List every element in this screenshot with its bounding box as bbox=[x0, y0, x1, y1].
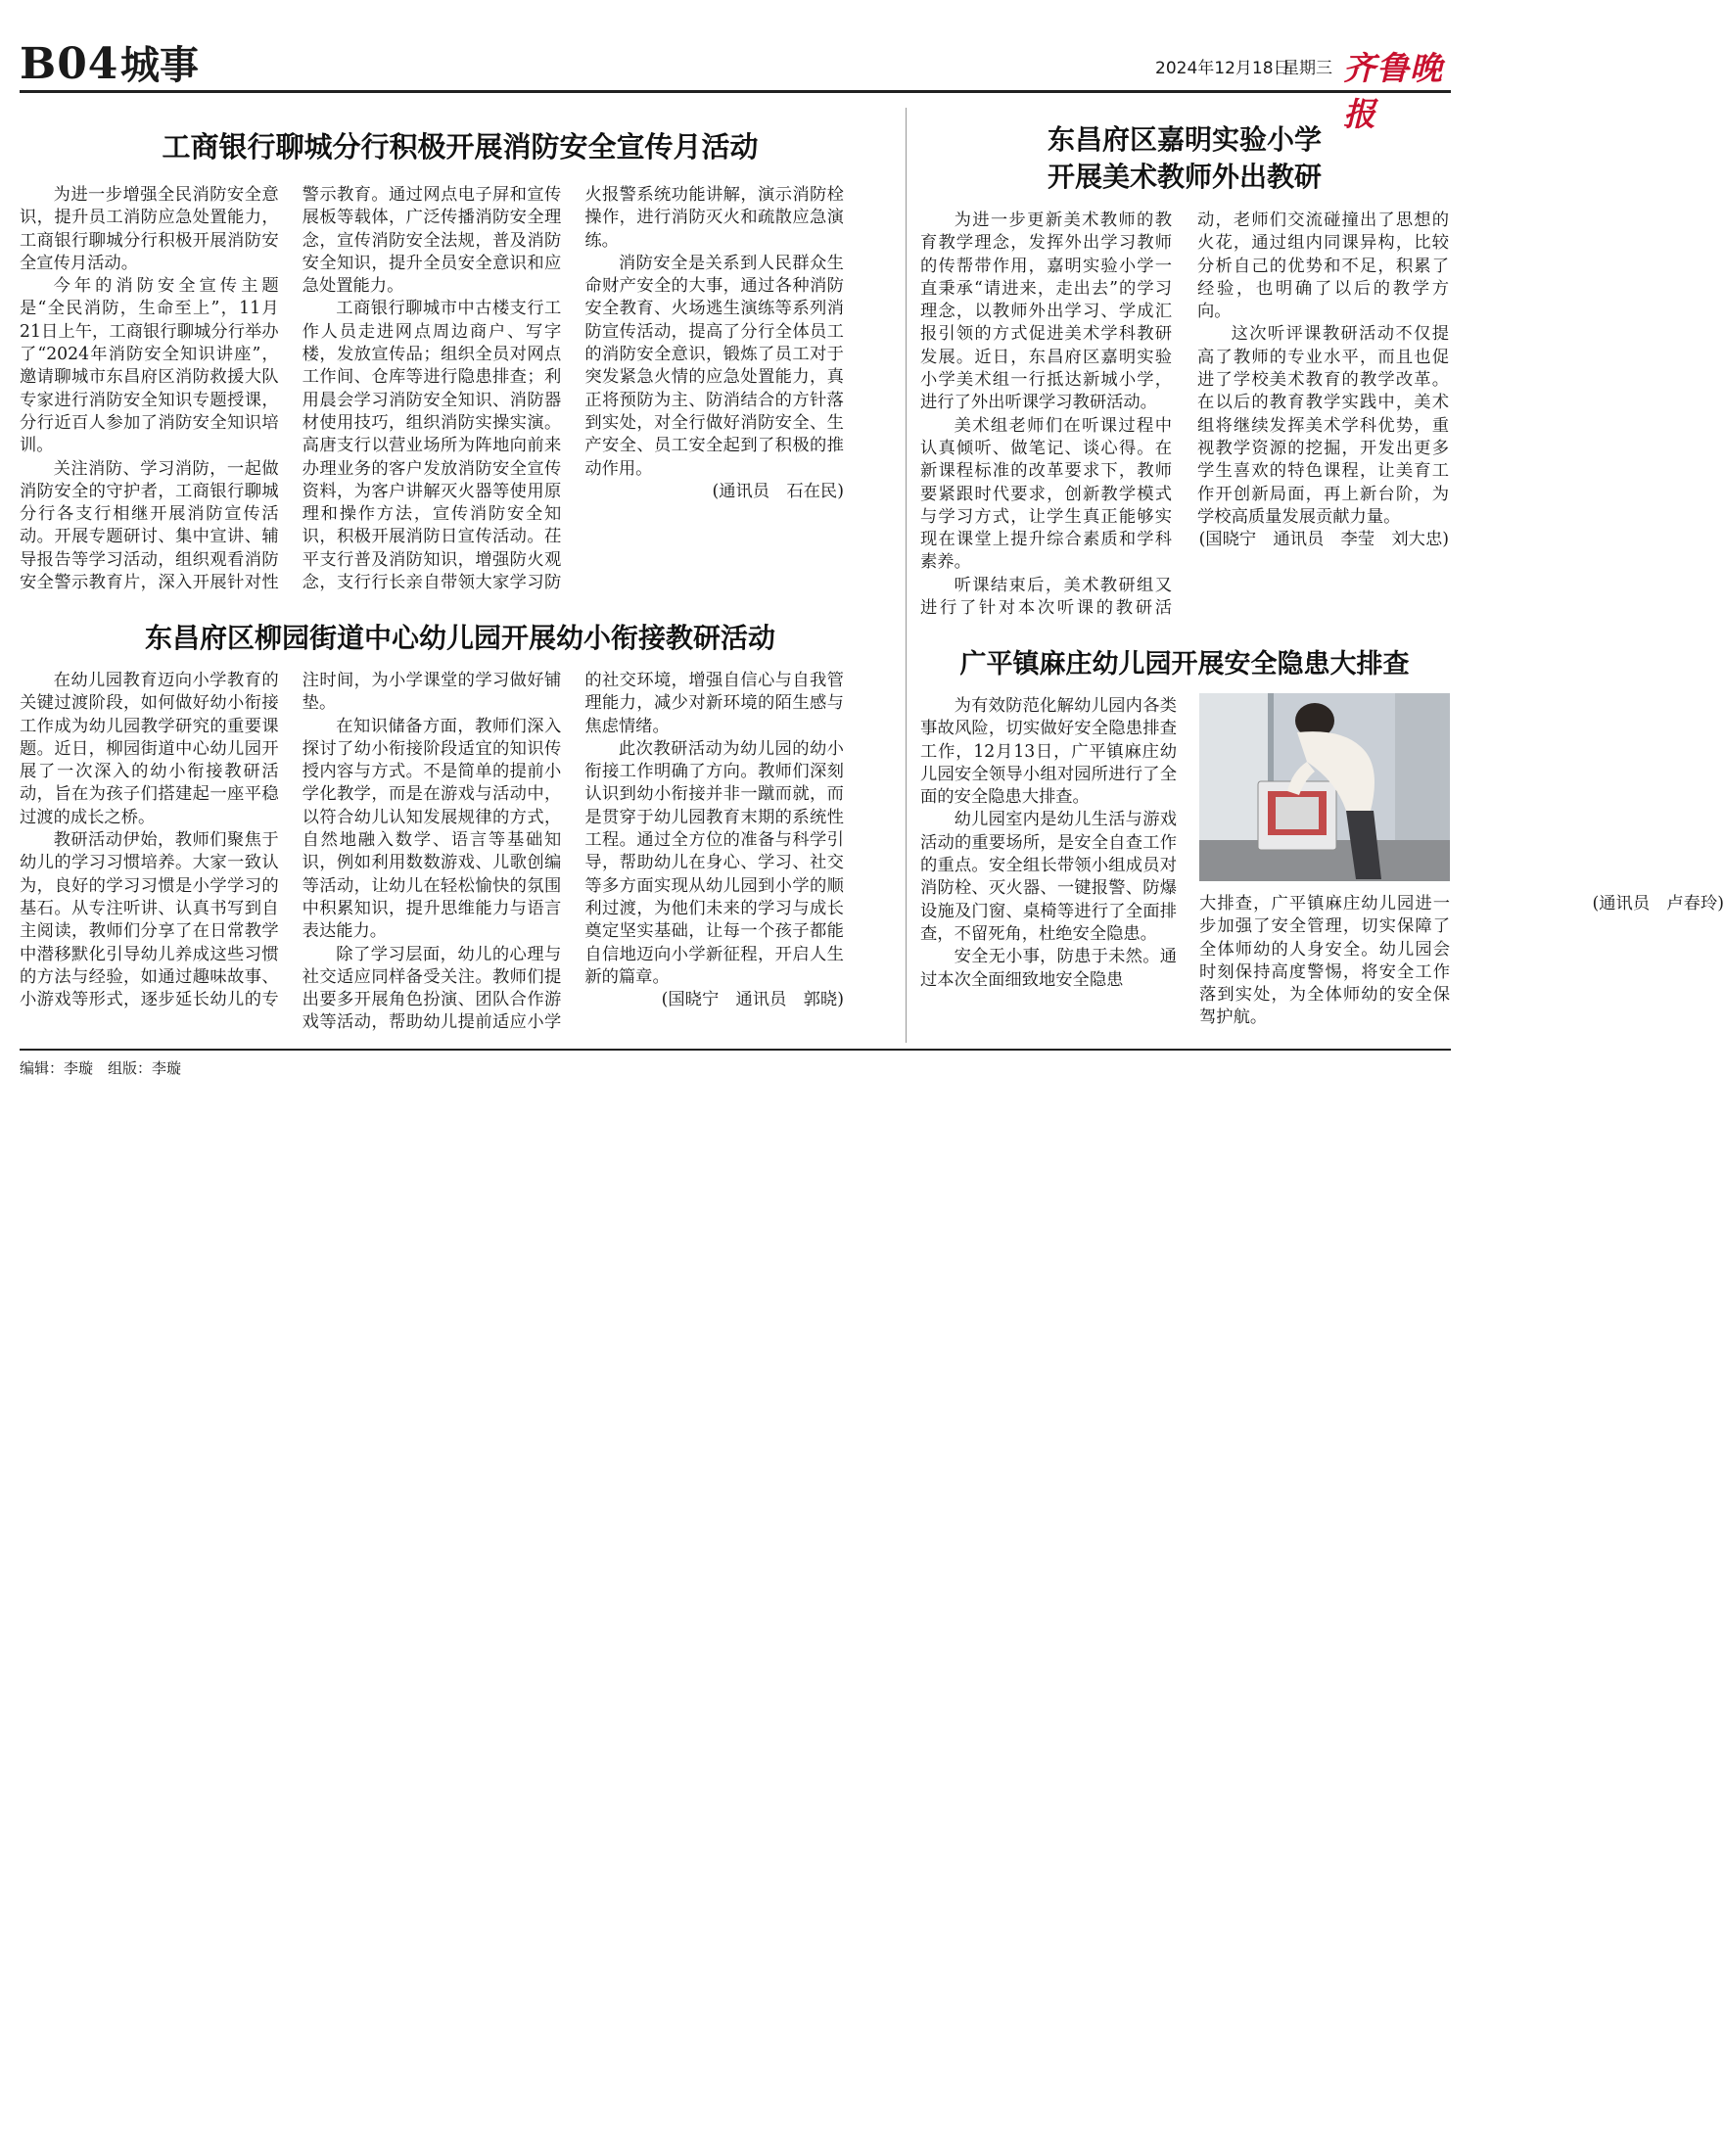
issue-weekday: 星期三 bbox=[1282, 59, 1332, 78]
paragraph: 关注消防、学习消防，一起做消防安全的守护者，工商银行聊城分行各支行相继开展消防宣传活动。开展专题研讨、集中宣讲、辅导报告等学习活动，组织观看消防安全警示教育片，深入开展针对性警示教育。通过网点电子屏和宣传展板等载体，广泛传播消防安全理念，宣传消防安全法规，普及消防安全知识，提升全员安全意识和应急处置能力。 bbox=[20, 185, 562, 593]
byline: (国晓宁 通讯员 郭晓) bbox=[661, 990, 844, 1010]
paragraph: 为进一步更新美术教师的教育教学理念，发挥外出学习教师的传帮带作用，嘉明实验小学一直秉承“请进来，走出去”的学习理念，以教师外出学习、学成汇报引领的方式促进美术学科教研发展。近日，东昌府区嘉明实验小学美术组一行抵达新城小学，进行了外出听课学习教研活动。 bbox=[920, 211, 1172, 413]
page-number: B04 bbox=[20, 39, 119, 89]
article-4-title: 广平镇麻庄幼儿园开展安全隐患大排查 bbox=[959, 649, 1410, 680]
article-1-title: 工商银行聊城分行积极开展消防安全宣传月活动 bbox=[162, 130, 759, 164]
paragraph: 在知识储备方面，教师们深入探讨了幼小衔接阶段适宜的知识传授内容与方式。不是简单的提前小学化教学，而是在游戏与活动中，以符合幼儿认知发展规律的方式，自然地融入数学、语言等基础知识，例如利用数数游戏、儿歌创编等活动，让幼儿在轻松愉快的氛围中积累知识，提升思维能力与语言表达能力。 bbox=[302, 716, 562, 942]
paragraph: 为进一步增强全民消防安全意识，提升员工消防应急处置能力，工商银行聊城分行积极开展消防安全宣传月活动。 bbox=[20, 185, 279, 273]
paragraph: 除了学习层面，幼儿的心理与社交适应同样备受关注。教师们提出要多开展角色扮演、团队合作游戏等活动，帮助幼儿提前适应小学的社交环境，增强自信心与自我管理能力，减少对新环境的陌生感与焦虑情绪。 bbox=[302, 671, 844, 1033]
article-4-body-left bbox=[920, 695, 1177, 1043]
section-name: 城事 bbox=[120, 42, 199, 88]
inspection-photo-illustration bbox=[1199, 693, 1450, 881]
paragraph: 教研活动伊始，教师们聚焦于幼儿的学习习惯培养。大家一致认为，良好的学习习惯是小学学习的基石。从专注听讲、认真书写到自主阅读，教师们分享了在日常教学中潜移默化引导幼儿养成这些习惯的方法与经验，如通过趣味故事、小游戏等形式，逐步延长幼儿的专注时间，为小学课堂的学习做好铺垫。 bbox=[20, 671, 562, 1010]
article-3-title-line-1: 东昌府区嘉明实验小学 bbox=[1047, 123, 1322, 156]
article-3-body bbox=[920, 210, 1449, 626]
inspection-photo bbox=[1199, 693, 1450, 881]
article-1-body bbox=[20, 184, 844, 605]
paragraph: 美术组老师们在听课过程中认真倾听、做笔记、谈心得。在新课程标准的改革要求下，教师要紧跟时代要求，创新教学模式与学习方式，让学生真正能够实现在课堂上提升综合素质和学科素养。 bbox=[920, 415, 1172, 573]
paragraph: 此次教研活动为幼儿园的幼小衔接工作明确了方向。教师们深刻认识到幼小衔接并非一蹴而就，而是贯穿于幼儿园教育末期的系统性工程。通过全方位的准备与科学引导，帮助幼儿在身心、学习、社交等多方面实现从幼儿园到小学的顺利过渡，为他们未来的学习与成长奠定坚实基础，让每一个孩子都能自信地迈向小学新征程，开启人生新的篇章。 bbox=[584, 738, 844, 987]
header-rule bbox=[20, 90, 1451, 93]
byline: (通讯员 石在民) bbox=[712, 481, 844, 501]
newspaper-logo: 齐鲁晚报 bbox=[1343, 49, 1443, 133]
article-3-title-line-2: 开展美术教师外出教研 bbox=[1047, 161, 1322, 193]
editor-credit: 编辑：李璇 组版：李璇 bbox=[20, 1059, 182, 1077]
paragraph: 工商银行聊城市中古楼支行工作人员走进网点周边商户、写字楼，发放宣传品；组织全员对网点工作间、仓库等进行隐患排查；利用晨会学习消防安全知识、消防器材使用技巧，组织消防实操实演。高唐支行以营业场所为阵地向前来办理业务的客户发放消防安全宣传资料，为客户讲解灭火器等使用原理和操作方法，宣传消防安全知识，积极开展消防日宣传活动。茌平支行普及消防知识，增强防火观念，支行行长亲自带领大家学习防火报警系统功能讲解，演示消防栓操作，进行消防灭火和疏散应急演练。 bbox=[302, 185, 844, 593]
paragraph: 今年的消防安全宣传主题是“全民消防，生命至上”，11月21日上午，工商银行聊城分行举办了“2024年消防安全知识讲座”，邀请聊城市东昌府区消防救援大队专家进行消防安全知识专题授课，分行近百人参加了消防安全知识培训。 bbox=[20, 276, 279, 456]
issue-date: 2024年12月18日 bbox=[1155, 59, 1290, 78]
byline: (通讯员 卢春玲) bbox=[1592, 894, 1724, 914]
paragraph: 为有效防范化解幼儿园内各类事故风险，切实做好安全隐患排查工作，12月13日，广平镇麻庄幼儿园安全领导小组对园所进行了全面的安全隐患大排查。 bbox=[920, 696, 1177, 808]
column-divider bbox=[906, 108, 907, 1043]
paragraph: 消防安全是关系到人民群众生命财产安全的大事，通过各种消防安全教育、火场逃生演练等系列消防宣传活动，提高了分行全体员工的消防安全意识，锻炼了员工对于突发紧急火情的应急处置能力，真正将预防为主、防消结合的方针落到实处，对全行做好消防安全、生产安全、员工安全起到了积极的推动作用。 bbox=[584, 253, 844, 479]
footer-rule bbox=[20, 1049, 1451, 1051]
article-3-title bbox=[920, 121, 1449, 196]
article-2-body bbox=[20, 670, 844, 1042]
article-4-body-right bbox=[1199, 893, 1724, 1045]
paragraph: 幼儿园室内是幼儿生活与游戏活动的重要场所，是安全自查工作的重点。安全组长带领小组成员对消防栓、灭火器、一键报警、防爆设施及门窗、桌椅等进行了全面排查，不留死角，杜绝安全隐患。 bbox=[920, 810, 1177, 944]
paragraph: 听课结束后，美术教研组又进行了针对本次听课的教研活动，老师们交流碰撞出了思想的火花，通过组内同课异构，比较分析自己的优势和不足，积累了经验，也明确了以后的教学方向。 bbox=[920, 211, 1449, 619]
paragraph: 在幼儿园教育迈向小学教育的关键过渡阶段，如何做好幼小衔接工作成为幼儿园教学研究的重要课题。近日，柳园街道中心幼儿园开展了一次深入的幼小衔接教研活动，旨在为孩子们搭建起一座平稳过渡的成长之桥。 bbox=[20, 671, 279, 827]
paragraph: 安全无小事，防患于未然。通过本次全面细致地安全隐患 bbox=[920, 947, 1177, 990]
byline: (国晓宁 通讯员 李莹 刘大忠) bbox=[1198, 530, 1449, 550]
paragraph: 大排查，广平镇麻庄幼儿园进一步加强了安全管理，切实保障了全体师幼的人身安全。幼儿园会时刻保持高度警惕，将安全工作落到实处，为全体师幼的安全保驾护航。 bbox=[1199, 894, 1450, 1028]
paragraph: 这次听评课教研活动不仅提高了教师的专业水平，而且也促进了学校美术教育的教学改革。在以后的教育教学实践中，美术组将继续发挥美术学科优势，重视教学资源的挖掘，开发出更多学生喜欢的特色课程，让美育工作开创新局面，再上新台阶，为学校高质量发展贡献力量。 bbox=[1197, 324, 1449, 527]
article-2-title: 东昌府区柳园街道中心幼儿园开展幼小衔接教研活动 bbox=[144, 622, 775, 654]
